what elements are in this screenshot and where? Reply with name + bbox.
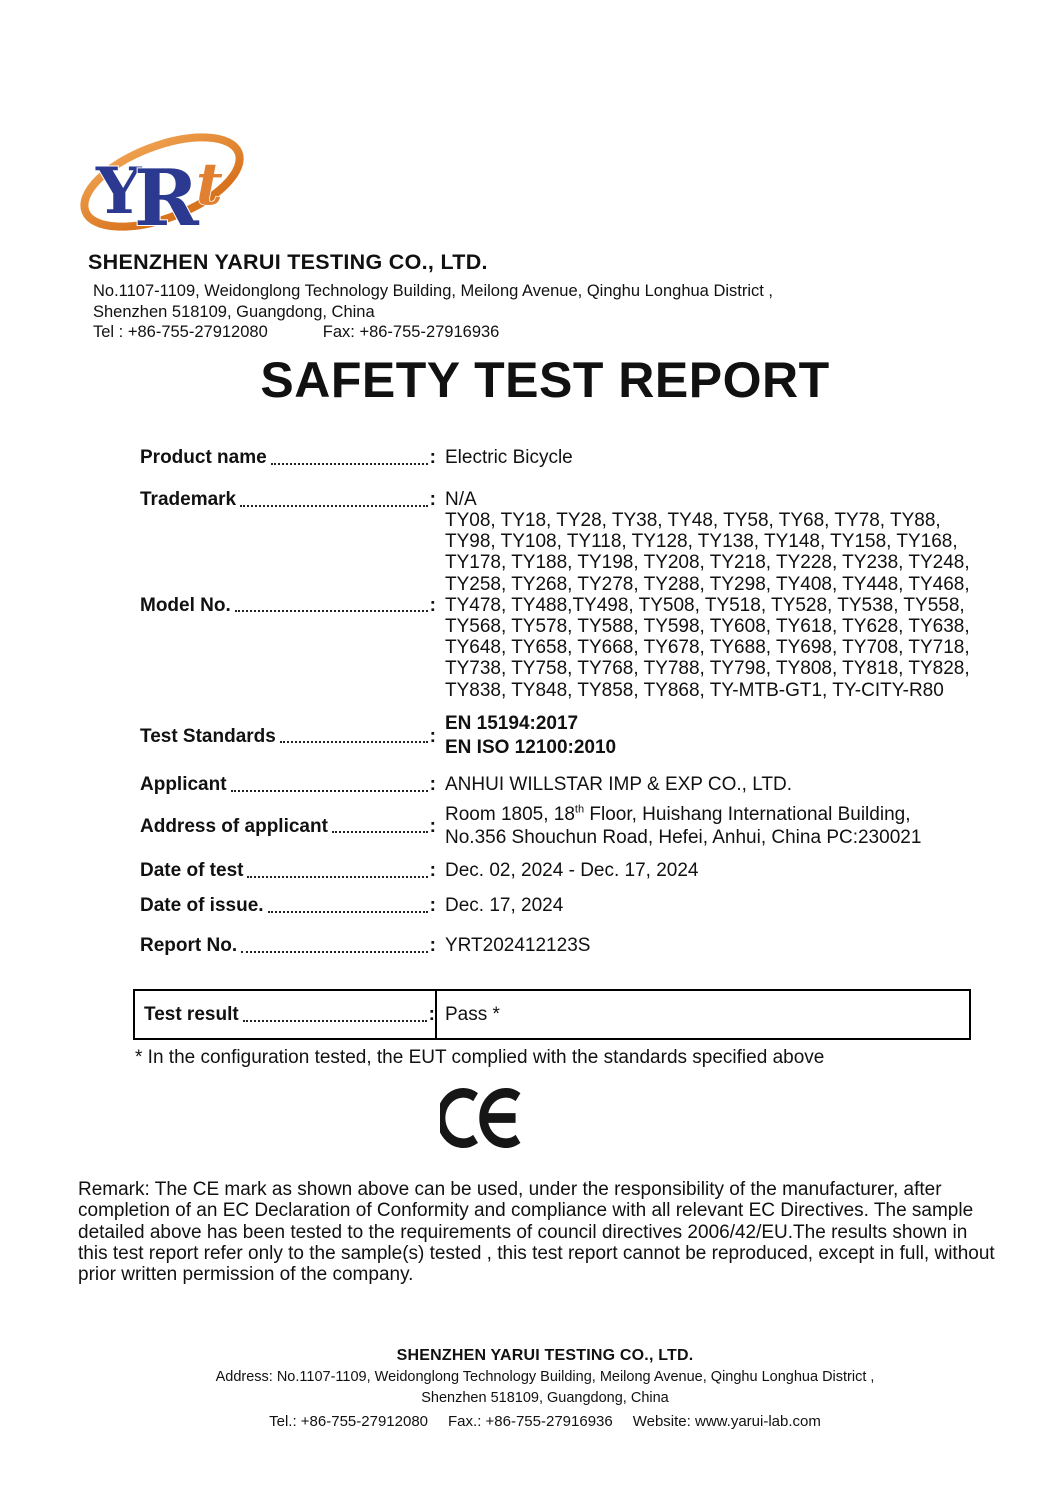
- field-label: Trademark: [140, 489, 237, 510]
- test-result-value-cell: [437, 991, 969, 1038]
- test-result-label-cell: Test result :: [135, 991, 437, 1038]
- logo-letter-r: R: [134, 153, 199, 238]
- dotted-leader: [240, 505, 428, 507]
- footer-address-line2: Shenzhen 518109, Guangdong, China: [421, 1390, 669, 1406]
- field-value: Dec. 17, 2024: [445, 895, 564, 916]
- test-result-value: Pass *: [445, 1003, 500, 1025]
- header-contact-line: [93, 322, 773, 343]
- field-label: Date of test: [140, 860, 244, 881]
- field-label: Address of applicant: [140, 815, 328, 837]
- test-result-box: [133, 989, 971, 1040]
- field-value: Electric Bicycle: [445, 447, 573, 468]
- footer-address-line1: Address: No.1107-1109, Weidonglong Technology Building, Meilong Avenue, Qinghu Longhua District ,: [215, 1369, 875, 1385]
- field-address-of-applicant: Address of applicant : Room 1805, 18th Floor, Huishang International Building, No.356 Shouchun Road, Hefei, Anhui, China PC:230021: [140, 803, 972, 849]
- dotted-leader: [235, 610, 428, 612]
- dotted-leader: [241, 951, 428, 953]
- dotted-leader: [231, 790, 428, 792]
- footer: [0, 1347, 1060, 1430]
- company-logo: [74, 120, 250, 243]
- dotted-leader: [332, 831, 428, 833]
- footer-fax: Fax.: +86-755-27916936: [448, 1413, 613, 1430]
- footer-contact-line: [0, 1413, 1060, 1430]
- result-footnote: * In the configuration tested, the EUT complied with the standards specified above: [135, 1047, 825, 1068]
- header: [88, 250, 773, 343]
- field-value: Dec. 02, 2024 - Dec. 17, 2024: [445, 860, 699, 881]
- header-address-line2: Shenzhen 518109, Guangdong, China: [93, 302, 375, 321]
- field-model-no: Model No. : TY08, TY18, TY28, TY38, TY48, TY58, TY68, TY78, TY88, TY98, TY108, TY118, TY128, TY138, TY148, TY158, TY168, TY178, TY188, TY198, TY208, TY218, TY228, TY238, TY248, TY258, TY268, TY278, TY288, TY298, TY408, TY448, TY468, TY478, TY488,TY498, TY508, TY518, TY528, TY538, TY558, TY568, TY578, TY588, TY598, TY608, TY618, TY628, TY638, TY648, TY658, TY668, TY678, TY688, TY698, TY708, TY718, TY738, TY758, TY768, TY788, TY798, TY808, TY818, TY828, TY838, TY848, TY858, TY868, TY-MTB-GT1, TY-CITY-R80: [140, 510, 972, 701]
- dotted-leader: [268, 911, 428, 913]
- superscript-th: th: [574, 803, 585, 816]
- yrt-logo-icon: [74, 120, 250, 238]
- footer-website: Website: www.yarui-lab.com: [632, 1413, 821, 1430]
- ce-mark-icon: [440, 1087, 530, 1149]
- field-label: Test result: [144, 1004, 239, 1025]
- page-title: SAFETY TEST REPORT: [260, 352, 830, 408]
- remark-paragraph: Remark: The CE mark as shown above can be used, under the responsibility of the manufacturer, after completion of an EC Declaration of Conformity and compliance with all relevant EC Directives. The sample detailed above has been tested to the requirements of council directives 2006/42/EU.The results shown in this test report refer only to the sample(s) tested , this test report cannot be reproduced, except in full, without prior written permission of the company.: [78, 1179, 995, 1286]
- field-value: EN 15194:2017 EN ISO 12100:2010: [445, 713, 617, 758]
- field-product-name: Product name : Electric Bicycle: [140, 447, 972, 468]
- field-value: N/A: [445, 489, 477, 510]
- field-value: ANHUI WILLSTAR IMP & EXP CO., LTD.: [445, 774, 793, 795]
- footer-tel: Tel.: +86-755-27912080: [269, 1413, 429, 1430]
- field-label: Applicant: [140, 774, 227, 795]
- field-applicant: Applicant : ANHUI WILLSTAR IMP & EXP CO., LTD.: [140, 774, 972, 795]
- dotted-leader: [243, 1020, 427, 1022]
- header-tel: Tel : +86-755-27912080: [93, 323, 268, 341]
- field-label: Test Standards: [140, 725, 276, 747]
- field-value: Room 1805, 18th Floor, Huishang International Building, No.356 Shouchun Road, Hefei, Anhui, China PC:230021: [445, 803, 922, 848]
- footer-company-name: SHENZHEN YARUI TESTING CO., LTD.: [396, 1347, 694, 1364]
- header-company-name: SHENZHEN YARUI TESTING CO., LTD.: [88, 250, 488, 274]
- logo-letter-y: Y: [96, 154, 142, 229]
- field-label: Product name: [140, 447, 267, 468]
- field-trademark: Trademark : N/A: [140, 489, 972, 510]
- field-test-standards: Test Standards : EN 15194:2017 EN ISO 12100:2010: [140, 712, 972, 760]
- dotted-leader: [247, 876, 427, 878]
- dotted-leader: [280, 741, 428, 743]
- header-fax: Fax: +86-755-27916936: [322, 323, 500, 341]
- field-report-no: Report No. : YRT202412123S: [140, 935, 972, 956]
- logo-letter-t: t: [196, 150, 223, 218]
- ce-mark: [440, 1087, 530, 1154]
- field-date-of-test: Date of test : Dec. 02, 2024 - Dec. 17, 2024: [140, 860, 972, 881]
- field-date-of-issue: Date of issue. : Dec. 17, 2024: [140, 895, 972, 916]
- field-label: Date of issue.: [140, 895, 264, 916]
- field-label: Model No.: [140, 594, 231, 616]
- field-value: TY08, TY18, TY28, TY38, TY48, TY58, TY68, TY78, TY88, TY98, TY108, TY118, TY128, TY138, TY148, TY158, TY168, TY178, TY188, TY198, TY208, TY218, TY228, TY238, TY248, TY258, TY268, TY278, TY288, TY298, TY408, TY448, TY468, TY478, TY488,TY498, TY508, TY518, TY528, TY538, TY558, TY568, TY578, TY588, TY598, TY608, TY618, TY628, TY638, TY648, TY658, TY668, TY678, TY688, TY698, TY708, TY718, TY738, TY758, TY768, TY788, TY798, TY808, TY818, TY828, TY838, TY848, TY858, TY868, TY-MTB-GT1, TY-CITY-R80: [445, 510, 970, 701]
- field-label: Report No.: [140, 935, 238, 956]
- field-value: YRT202412123S: [445, 935, 591, 956]
- header-address-line1: No.1107-1109, Weidonglong Technology Building, Meilong Avenue, Qinghu Longhua District ,: [93, 282, 774, 300]
- dotted-leader: [271, 463, 428, 465]
